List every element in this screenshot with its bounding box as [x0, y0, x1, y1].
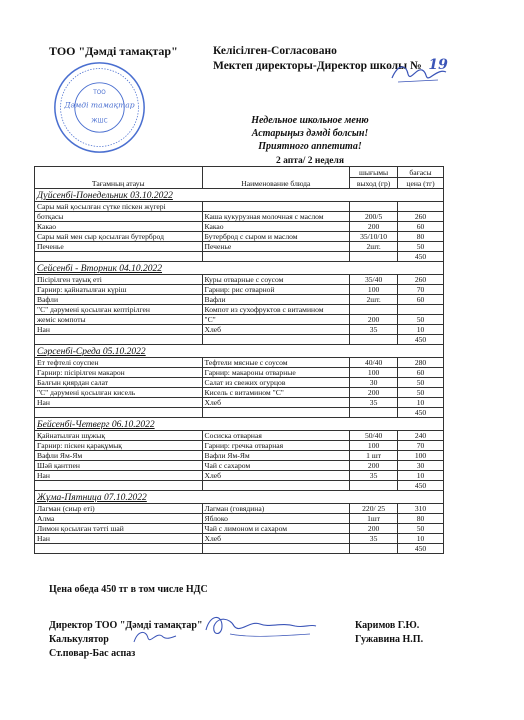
dish-ru: Хлеб	[202, 325, 350, 335]
total-empty-1	[35, 544, 203, 554]
menu-table	[34, 166, 444, 554]
dish-price: 50	[398, 315, 444, 325]
dish-price: 260	[398, 212, 444, 222]
stamp-bottom-text: ЖШС	[91, 118, 108, 125]
dish-kz: Сары май қосылған сүтке піскен жүгері	[35, 202, 203, 212]
dish-kz: Алма	[35, 514, 203, 524]
total-empty-3	[350, 544, 398, 554]
stamp-inner-text: Дәмді тамақтар	[64, 100, 135, 110]
dish-kz: Гарнир: пісірілген макарон	[35, 368, 203, 378]
dish-yield: 2шт.	[350, 242, 398, 252]
dish-price: 80	[398, 514, 444, 524]
director-school-signature	[388, 60, 448, 86]
director-name: Каримов Г.Ю.	[355, 620, 420, 631]
table-row	[35, 441, 444, 451]
dish-kz: Нан	[35, 398, 203, 408]
dish-ru: Хлеб	[202, 471, 350, 481]
dish-ru: Хлеб	[202, 398, 350, 408]
calculator-label: Калькулятор	[49, 634, 109, 645]
table-row	[35, 358, 444, 368]
dish-price	[398, 305, 444, 315]
dish-kz: Ет тефтелі соуспен	[35, 358, 203, 368]
dish-price: 100	[398, 451, 444, 461]
dish-yield: 50/40	[350, 431, 398, 441]
day-header-row	[35, 189, 444, 202]
table-row	[35, 378, 444, 388]
day-title: Сәрсенбі-Среда 05.10.2022	[35, 345, 444, 358]
dish-ru: Хлеб	[202, 534, 350, 544]
dish-ru: "С"	[202, 315, 350, 325]
dish-kz: Вафли Ям-Ям	[35, 451, 203, 461]
header-price-bottom: цена (тг)	[398, 178, 444, 189]
table-row	[35, 398, 444, 408]
table-row	[35, 504, 444, 514]
dish-ru: Бутерброд с сыром и маслом	[202, 232, 350, 242]
day-total: 450	[398, 252, 444, 262]
table-row	[35, 514, 444, 524]
dish-ru: Лагман (говядина)	[202, 504, 350, 514]
dish-yield: 1шт	[350, 514, 398, 524]
dish-ru: Гарнир: рис отварной	[202, 285, 350, 295]
total-empty-1	[35, 335, 203, 345]
total-empty-3	[350, 408, 398, 418]
dish-yield: 2шт.	[350, 295, 398, 305]
total-row	[35, 481, 444, 491]
dish-yield: 200	[350, 524, 398, 534]
dish-ru: Каша кукурузная молочная с маслом	[202, 212, 350, 222]
dish-yield: 35	[350, 534, 398, 544]
dish-yield: 100	[350, 285, 398, 295]
dish-price: 50	[398, 242, 444, 252]
dish-ru: Вафли	[202, 295, 350, 305]
dish-yield: 200	[350, 222, 398, 232]
dish-kz: Балғын қиярдан салат	[35, 378, 203, 388]
dish-yield: 200	[350, 315, 398, 325]
dish-price: 260	[398, 275, 444, 285]
table-row	[35, 305, 444, 315]
dish-kz: Пісірілген тауық еті	[35, 275, 203, 285]
total-row	[35, 408, 444, 418]
table-row	[35, 222, 444, 232]
table-row	[35, 431, 444, 441]
table-row	[35, 388, 444, 398]
company-name: ТОО "Дәмді тамақтар"	[49, 44, 178, 58]
school-number: 19	[428, 57, 448, 73]
total-empty-2	[202, 408, 350, 418]
day-title: Бейсенбі-Четверг 06.10.2022	[35, 418, 444, 431]
total-row	[35, 335, 444, 345]
table-row	[35, 325, 444, 335]
dish-kz: Лимон қосылған тәтті шай	[35, 524, 203, 534]
intro-line-1: Недельное школьное меню	[251, 115, 369, 126]
day-total: 450	[398, 335, 444, 345]
dish-yield: 1 шт	[350, 451, 398, 461]
calculator-name: Гужавина Н.П.	[355, 634, 424, 645]
dish-yield: 40/40	[350, 358, 398, 368]
dish-price: 50	[398, 378, 444, 388]
dish-yield: 35/10/10	[350, 232, 398, 242]
menu-body	[35, 167, 444, 554]
dish-kz: Какао	[35, 222, 203, 232]
dish-price: 10	[398, 325, 444, 335]
dish-kz: "С" дәрумені қосылған кептірілген	[35, 305, 203, 315]
dish-yield: 35	[350, 471, 398, 481]
day-total: 450	[398, 481, 444, 491]
day-header-row	[35, 262, 444, 275]
dish-yield: 200	[350, 461, 398, 471]
dish-price: 280	[398, 358, 444, 368]
dish-price: 60	[398, 368, 444, 378]
total-row	[35, 544, 444, 554]
dish-kz: Сары май мен сыр қосылған бутерброд	[35, 232, 203, 242]
table-row	[35, 242, 444, 252]
table-row	[35, 212, 444, 222]
header-yield-top: шығымы	[350, 167, 398, 178]
dish-kz: "С" дәрумені қосылған кисель	[35, 388, 203, 398]
dish-kz: Шәй қантпен	[35, 461, 203, 471]
day-title: Сейсенбі - Вторник 04.10.2022	[35, 262, 444, 275]
dish-ru: Чай с сахаром	[202, 461, 350, 471]
table-row	[35, 295, 444, 305]
dish-price: 310	[398, 504, 444, 514]
dish-yield: 200	[350, 388, 398, 398]
day-total: 450	[398, 408, 444, 418]
dish-price: 50	[398, 524, 444, 534]
dish-price: 10	[398, 398, 444, 408]
cook-label: Ст.повар-Бас аспаз	[49, 648, 136, 659]
dish-ru: Салат из свежих огурцов	[202, 378, 350, 388]
header-kz: Тағамның атауы	[35, 167, 203, 189]
total-empty-1	[35, 481, 203, 491]
dish-yield	[350, 305, 398, 315]
day-total: 450	[398, 544, 444, 554]
price-note: Цена обеда 450 тг в том числе НДС	[49, 584, 208, 595]
total-empty-3	[350, 481, 398, 491]
day-header-row	[35, 491, 444, 504]
director-signature	[200, 608, 320, 642]
header-yield-bottom: выход (гр)	[350, 178, 398, 189]
total-empty-2	[202, 481, 350, 491]
dish-price: 70	[398, 285, 444, 295]
dish-kz: Печенье	[35, 242, 203, 252]
total-empty-3	[350, 252, 398, 262]
dish-yield: 100	[350, 368, 398, 378]
day-title: Дүйсенбі-Понедельник 03.10.2022	[35, 189, 444, 202]
dish-kz: Гарнир: қайнатылған күріш	[35, 285, 203, 295]
dish-kz: ботқасы	[35, 212, 203, 222]
dish-yield: 100	[350, 441, 398, 451]
dish-price: 60	[398, 295, 444, 305]
dish-ru: Сосиска отварная	[202, 431, 350, 441]
total-empty-2	[202, 252, 350, 262]
dish-yield: 35	[350, 398, 398, 408]
dish-yield: 220/ 25	[350, 504, 398, 514]
dish-ru: Вафли Ям-Ям	[202, 451, 350, 461]
total-empty-2	[202, 335, 350, 345]
dish-ru: Кисель с витамином "С"	[202, 388, 350, 398]
director-label: Директор ТОО "Дәмді тамақтар"	[49, 620, 203, 631]
header-price-top: бағасы	[398, 167, 444, 178]
dish-kz: Нан	[35, 325, 203, 335]
table-row	[35, 368, 444, 378]
table-row	[35, 524, 444, 534]
table-row	[35, 471, 444, 481]
dish-kz: жеміс компоты	[35, 315, 203, 325]
dish-price: 80	[398, 232, 444, 242]
intro-line-2: Астарыңыз дәмді болсын!	[251, 128, 369, 139]
dish-ru: Гарнир: макароны отварные	[202, 368, 350, 378]
dish-ru: Гарнир: гречка отварная	[202, 441, 350, 451]
dish-price: 30	[398, 461, 444, 471]
total-empty-1	[35, 252, 203, 262]
table-row	[35, 534, 444, 544]
week-label: 2 апта/ 2 неделя	[276, 156, 344, 166]
dish-ru: Печенье	[202, 242, 350, 252]
dish-ru	[202, 202, 350, 212]
dish-ru: Компот из сухофруктов с витамином	[202, 305, 350, 315]
header-ru: Наименование блюда	[202, 167, 350, 189]
calculator-signature	[130, 626, 180, 648]
table-header-row	[35, 167, 444, 178]
dish-price	[398, 202, 444, 212]
table-row	[35, 275, 444, 285]
dish-price: 60	[398, 222, 444, 232]
dish-yield	[350, 202, 398, 212]
dish-price: 10	[398, 471, 444, 481]
dish-ru: Куры отварные с соусом	[202, 275, 350, 285]
dish-ru: Тефтели мясные с соусом	[202, 358, 350, 368]
dish-yield: 30	[350, 378, 398, 388]
dish-price: 10	[398, 534, 444, 544]
table-row	[35, 202, 444, 212]
table-row	[35, 451, 444, 461]
dish-yield: 35	[350, 325, 398, 335]
total-empty-2	[202, 544, 350, 554]
dish-price: 240	[398, 431, 444, 441]
total-empty-1	[35, 408, 203, 418]
dish-yield: 200/5	[350, 212, 398, 222]
dish-kz: Гарнир: піскен қарақұмық	[35, 441, 203, 451]
dish-kz: Нан	[35, 471, 203, 481]
dish-ru: Яблоко	[202, 514, 350, 524]
total-row	[35, 252, 444, 262]
table-row	[35, 315, 444, 325]
dish-price: 50	[398, 388, 444, 398]
company-stamp	[52, 60, 147, 155]
total-empty-3	[350, 335, 398, 345]
stamp-top-text: ТОО	[93, 90, 106, 97]
table-row	[35, 461, 444, 471]
dish-ru: Какао	[202, 222, 350, 232]
day-header-row	[35, 345, 444, 358]
dish-kz: Вафли	[35, 295, 203, 305]
table-row	[35, 232, 444, 242]
day-title: Жұма-Пятница 07.10.2022	[35, 491, 444, 504]
dish-ru: Чай с лимоном и сахаром	[202, 524, 350, 534]
day-header-row	[35, 418, 444, 431]
dish-kz: Лагман (сиыр еті)	[35, 504, 203, 514]
dish-price: 70	[398, 441, 444, 451]
dish-kz: Нан	[35, 534, 203, 544]
approval-line-2: Мектеп директоры-Директор школы № 19	[213, 57, 448, 73]
dish-kz: Қайнатылған шұжық	[35, 431, 203, 441]
intro-line-3: Приятного аппетита!	[258, 141, 362, 152]
menu-intro	[205, 114, 415, 153]
approval-line-1: Келісілген-Согласовано	[213, 45, 337, 57]
dish-yield: 35/40	[350, 275, 398, 285]
table-row	[35, 285, 444, 295]
